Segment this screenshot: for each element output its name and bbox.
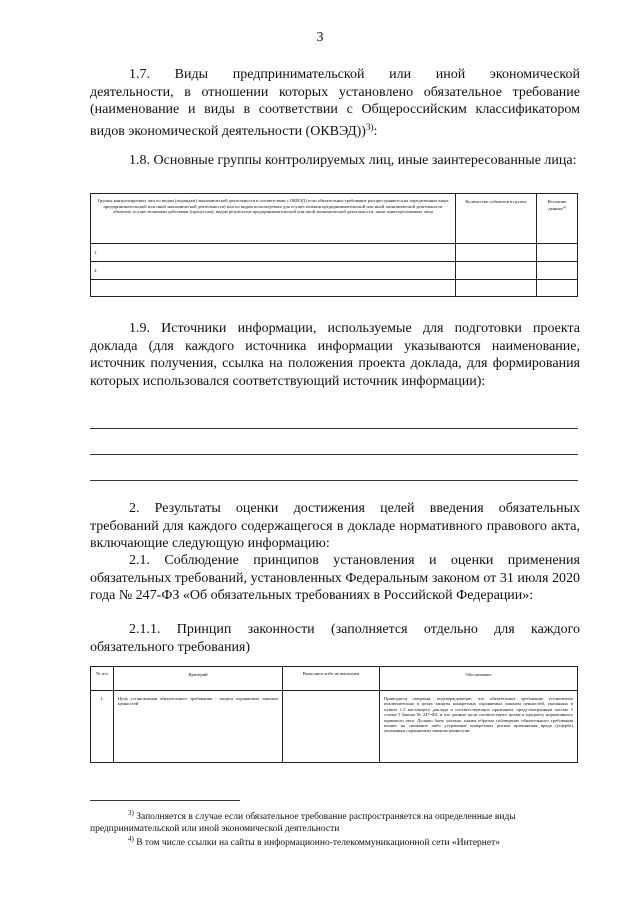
page-number: 3 (316, 30, 324, 45)
row-count-cell (456, 262, 537, 280)
row-number: 1. (91, 691, 114, 763)
footnote-4-text: В том числе ссылки на сайты в информационно-телекоммуникационной сети «Интернет» (136, 838, 501, 848)
row-source-cell (537, 262, 578, 280)
footnote-4-number: 4) (128, 835, 134, 843)
footnote-ref-3: 3) (365, 121, 374, 132)
blank-line (90, 480, 578, 481)
table-row (91, 691, 578, 763)
table-row (91, 244, 578, 262)
row-source-cell (537, 244, 578, 262)
row-number: 1. (91, 244, 456, 262)
row-count-cell (456, 244, 537, 262)
controlled-groups-table (90, 193, 578, 297)
justification-cell: Приводятся сведения, подтверждающие, что обязательное требование установлено исключительно в целях защиты конкретных охраняемых законом ценностей, указанных в пункте 1.5 настоящего доклада и соответствующих признаком, предусмотренным частью 1 статьи 5 Закона № 247-ФЗ, и что данные цели соответствуют целям и предмету нормативного правового акта. Должно быть указано, каким образом соблюдение обязательного требования влияет на снижение либо устранение конкретных рисков причинения вреда (ущерба) указанным охраняемым законом ценностям (380, 691, 578, 763)
section-2 (90, 500, 580, 553)
section-1-9 (90, 320, 580, 390)
section-2-text: требований для каждого содержащегося в докладе нормативного правового акта, включающие следующую информацию: (90, 518, 580, 551)
section-1-9-text: доклада (для каждого источника информации указываются наименование, источник получения, ссылка на положения проекта доклада, для формирования которых использовался соответствующий источник информации): (90, 338, 580, 389)
section-1-9-first-line: 1.9. Источники информации, используемые для подготовки проекта (129, 321, 580, 336)
section-2-1 (90, 552, 580, 605)
section-1-8: 1.8. Основные группы контролируемых лиц, иные заинтересованные лица: (129, 153, 577, 168)
row-number (91, 280, 456, 297)
section-1-7-text: деятельности, в отношении которых установлено обязательное требование (наименование и виды в соответствии с Общероссийским классификатором видов экономической деятельности (ОКВЭД)) (90, 84, 580, 139)
footnote-3-text: Заполняется в случае если обязательное требование распространяется на определенные виды предпринимательской или иной экономической деятельности (90, 812, 516, 834)
section-2-1-1 (90, 621, 580, 656)
num-header: № п/п (91, 667, 114, 691)
row-source-cell (537, 280, 578, 297)
footnote-3-number: 3) (128, 809, 134, 817)
table-row (91, 262, 578, 280)
done-cell (283, 691, 380, 763)
section-2-first-line: 2. Результаты оценки достижения целей введения обязательных (129, 501, 580, 516)
source-header: Источник данных$^{4)}$ (537, 194, 578, 244)
legality-table (90, 666, 578, 763)
done-header: Выполнен либо не выполнен (283, 667, 380, 691)
blank-line (90, 454, 578, 455)
section-1-7-end: : (373, 123, 378, 139)
footnote-3 (90, 807, 580, 835)
section-2-1-1-text: обязательного требования) (90, 639, 251, 655)
blank-line (90, 428, 578, 429)
section-1-7-first-line: 1.7. Виды предпринимательской или иной экономической (129, 67, 580, 82)
section-2-1-1-first-line: 2.1.1. Принцип законности (заполняется отдельно для каждого (129, 622, 580, 637)
section-2-1-first-line: 2.1. Соблюдение принципов установления и оценки применения (129, 553, 580, 568)
section-2-1-text: обязательных требований, установленных Федеральным законом от 31 июля 2020 года № 247-ФЗ «Об обязательных требованиях в Российской Федерации»: (90, 570, 580, 603)
footnote-separator (90, 800, 240, 801)
criterion-cell: Цель установления обязательного требования - защита охраняемых законом ценностей (114, 691, 283, 763)
justification-header: Обоснование (380, 667, 578, 691)
criterion-header: Критерий (114, 667, 283, 691)
count-header: Количество субъектов в группе (456, 194, 537, 244)
table-row (91, 280, 578, 297)
section-1-7 (90, 66, 580, 140)
groups-header: Группы контролируемых лиц по видам (подвидам) экономической деятельности в соответствии с ОКВЭД (если обязательное требование распространяется на определенные виды предпринимательской или иной экономической деятельности) или по видам используемых для осуществления предпринимательской или иной экономической деятельности объектов, осуществляемым действиям (процессам), видам результатов предпринимательской или иной экономической деятельности, иные заинтересованные лица (91, 194, 456, 244)
footnote-4 (90, 833, 580, 849)
row-count-cell (456, 280, 537, 297)
row-number: 2. (91, 262, 456, 280)
